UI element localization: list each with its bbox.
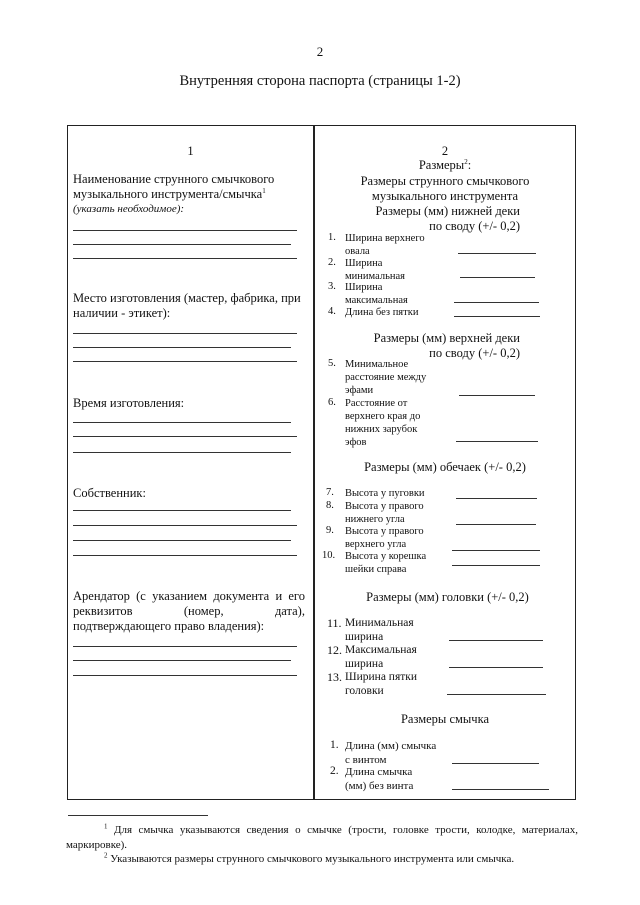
time-line-1[interactable] [73,422,291,423]
instrument-name-text: Наименование струнного смычкового музыкального инструмента/смычка [73,172,275,201]
item-value-line[interactable] [454,316,540,317]
item-label: Максимальная ширина [345,644,417,670]
footnote-rule [68,815,208,816]
time-line-2[interactable] [73,436,297,437]
item-label: Ширина верхнего овала [345,233,425,257]
tenant-line-3: подтверждающего право владения): [73,619,265,633]
item-number: 2. [330,765,339,777]
item-label: Ширина минимальная [345,258,405,282]
item-value-line[interactable] [447,694,546,695]
upper-deck-heading: Размеры (мм) верхней деки по своду (+/- 0,2) [373,331,520,360]
item-label: Длина (мм) смычка с винтом [345,740,437,766]
name-line-3[interactable] [73,258,297,259]
owner-line-4[interactable] [73,555,297,556]
tenant-word-2: (номер, [183,604,224,618]
item-value-line[interactable] [452,565,540,566]
tenant-line-b[interactable] [73,660,291,661]
tenant-word-3: дата), [274,604,305,618]
item-value-line[interactable] [456,441,538,442]
item-number: 4. [328,306,336,317]
item-value-line[interactable] [452,789,549,790]
instrument-name-label [73,172,308,202]
instrument-name-hint: (указать необходимое): [73,203,185,215]
item-number: 5. [328,358,336,369]
tenant-line-1: Арендатор (с указанием документа и его [73,589,305,603]
item-number: 10. [322,550,336,561]
tenant-line-c[interactable] [73,675,297,676]
place-line-1[interactable] [73,333,297,334]
time-label: Время изготовления: [73,396,185,410]
bow-heading: Размеры смычка [400,712,490,726]
item-label: Высота у правого нижнего угла [345,501,424,525]
item-label: Ширина пятки головки [345,671,418,697]
item-value-line[interactable] [456,524,536,525]
item-value-line[interactable] [459,395,535,396]
sizes-subtitle: Размеры струнного смычкового музыкального инструмента [360,174,530,203]
tenant-line-2 [73,604,305,619]
item-label: Ширина максимальная [345,282,408,306]
item-number: 1. [330,739,339,751]
item-label: Высота у корешка шейки справа [345,551,427,575]
sizes-colon: : [467,158,472,172]
left-column-number: 1 [187,144,194,158]
sizes-text: Размеры [418,158,465,172]
right-column-number: 2 [441,144,449,158]
item-number: 9. [326,525,334,536]
item-label: Высота у пуговки [345,488,425,499]
lower-deck-heading: Размеры (мм) нижней деки по своду (+/- 0,2) [375,204,520,233]
footnote-2-mark: 2 [104,851,108,860]
name-line-1[interactable] [73,230,297,231]
item-label: Высота у правого верхнего угла [345,526,424,550]
name-line-2[interactable] [73,244,291,245]
item-number: 8. [326,500,334,511]
item-label: Длина смычка (мм) без винта [345,766,414,792]
footnote-1-mark: 1 [104,822,108,831]
place-line-2[interactable] [73,347,291,348]
item-number: 13. [327,670,342,684]
footnote-1 [66,823,578,853]
item-number: 2. [328,257,336,268]
footnote-2-mark-wrap [66,853,108,865]
owner-label: Собственник: [73,486,146,500]
tenant-label [73,589,305,634]
owner-line-3[interactable] [73,540,291,541]
footnote-ref-1: 1 [262,186,266,195]
footnote-1-mark-wrap [66,824,108,836]
item-value-line[interactable] [456,498,537,499]
tenant-line-a[interactable] [73,646,297,647]
sizes-heading [315,158,575,173]
owner-line-1[interactable] [73,510,291,511]
head-heading: Размеры (мм) головки (+/- 0,2) [366,590,529,604]
item-number: 6. [328,397,336,408]
item-number: 7. [326,487,334,498]
page-title: Внутренняя сторона паспорта (страницы 1-2) [179,73,461,89]
item-value-line[interactable] [452,550,540,551]
footnote-ref-2: 2 [464,157,468,166]
place-line-3[interactable] [73,361,297,362]
page-number: 2 [316,44,324,59]
place-label: Место изготовления (мастер, фабрика, при наличии - этикет): [73,291,301,320]
item-label: Минимальное расстояние между эфами [345,359,427,396]
owner-line-2[interactable] [73,525,297,526]
item-number: 12. [327,643,342,657]
item-value-line[interactable] [460,277,535,278]
footnote-2-text: Указываются размеры струнного смычкового музыкального инструмента или смычка. [110,853,515,865]
item-label: Расстояние от верхнего края до нижних зарубок эфов [345,398,421,448]
footnote-1-text: Для смычка указываются сведения о смычке (трости, головке трости, колодке, материалах, маркировке). [66,824,579,851]
time-line-3[interactable] [73,452,291,453]
item-label: Минимальная ширина [345,617,414,643]
item-number: 3. [328,281,336,292]
tenant-word-1: реквизитов [73,604,133,618]
footnote-2 [66,852,596,867]
item-number: 11. [327,616,342,630]
shell-heading: Размеры (мм) обечаек (+/- 0,2) [364,460,526,474]
item-value-line[interactable] [458,253,536,254]
item-value-line[interactable] [449,667,543,668]
item-label: Длина без пятки [345,307,419,318]
item-number: 1. [328,232,336,243]
item-value-line[interactable] [449,640,543,641]
item-value-line[interactable] [452,763,539,764]
item-value-line[interactable] [454,302,539,303]
